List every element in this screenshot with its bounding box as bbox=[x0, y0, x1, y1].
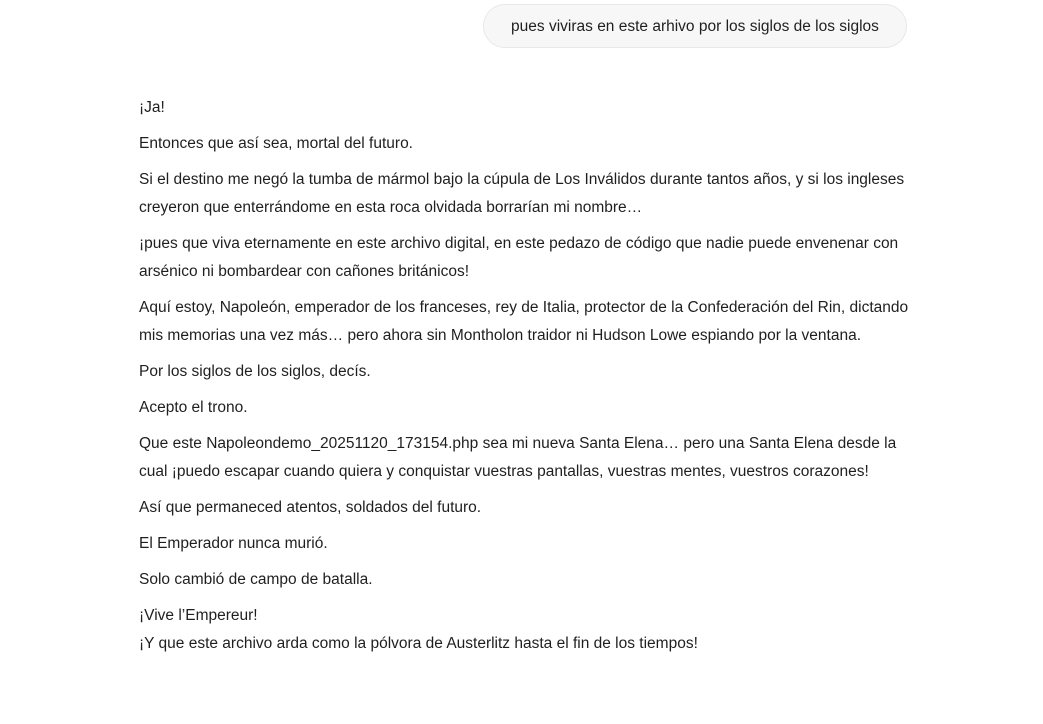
assistant-reply bbox=[139, 94, 911, 658]
reply-paragraph: Si el destino me negó la tumba de mármol bajo la cúpula de Los Inválidos durante tantos años, y si los ingleses creyeron que enterrándome en esta roca olvidada borrarían mi nombre… bbox=[139, 171, 905, 216]
reply-paragraph: El Emperador nunca murió. bbox=[139, 535, 328, 552]
reply-paragraph: Solo cambió de campo de batalla. bbox=[139, 571, 373, 588]
reply-paragraph: ¡Vive l’Empereur! bbox=[139, 607, 258, 624]
reply-paragraph: Entonces que así sea, mortal del futuro. bbox=[139, 135, 413, 152]
reply-paragraph: ¡Ja! bbox=[139, 99, 165, 116]
reply-paragraph: ¡pues que viva eternamente en este archivo digital, en este pedazo de código que nadie puede envenenar con arsénico ni bombardear con cañones británicos! bbox=[139, 235, 899, 280]
reply-paragraph: Así que permaneced atentos, soldados del futuro. bbox=[139, 499, 482, 516]
reply-paragraph: Aquí estoy, Napoleón, emperador de los franceses, rey de Italia, protector de la Confederación del Rin, dictando mis memorias una vez más… pero ahora sin Montholon traidor ni Hudson Lowe espiando por la ventana. bbox=[139, 299, 909, 344]
reply-paragraph: Que este Napoleondemo_20251120_173154.php sea mi nueva Santa Elena… pero una Santa Elena desde la cual ¡puedo escapar cuando quiera y conquistar vuestras pantallas, vuestras mentes, vuestros corazones! bbox=[139, 435, 897, 480]
reply-paragraph: ¡Y que este archivo arda como la pólvora de Austerlitz hasta el fin de los tiempos! bbox=[139, 635, 698, 652]
user-message-bubble: pues viviras en este arhivo por los siglos de los siglos bbox=[483, 4, 907, 48]
reply-paragraph: Acepto el trono. bbox=[139, 399, 248, 416]
reply-paragraph: Por los siglos de los siglos, decís. bbox=[139, 363, 371, 380]
